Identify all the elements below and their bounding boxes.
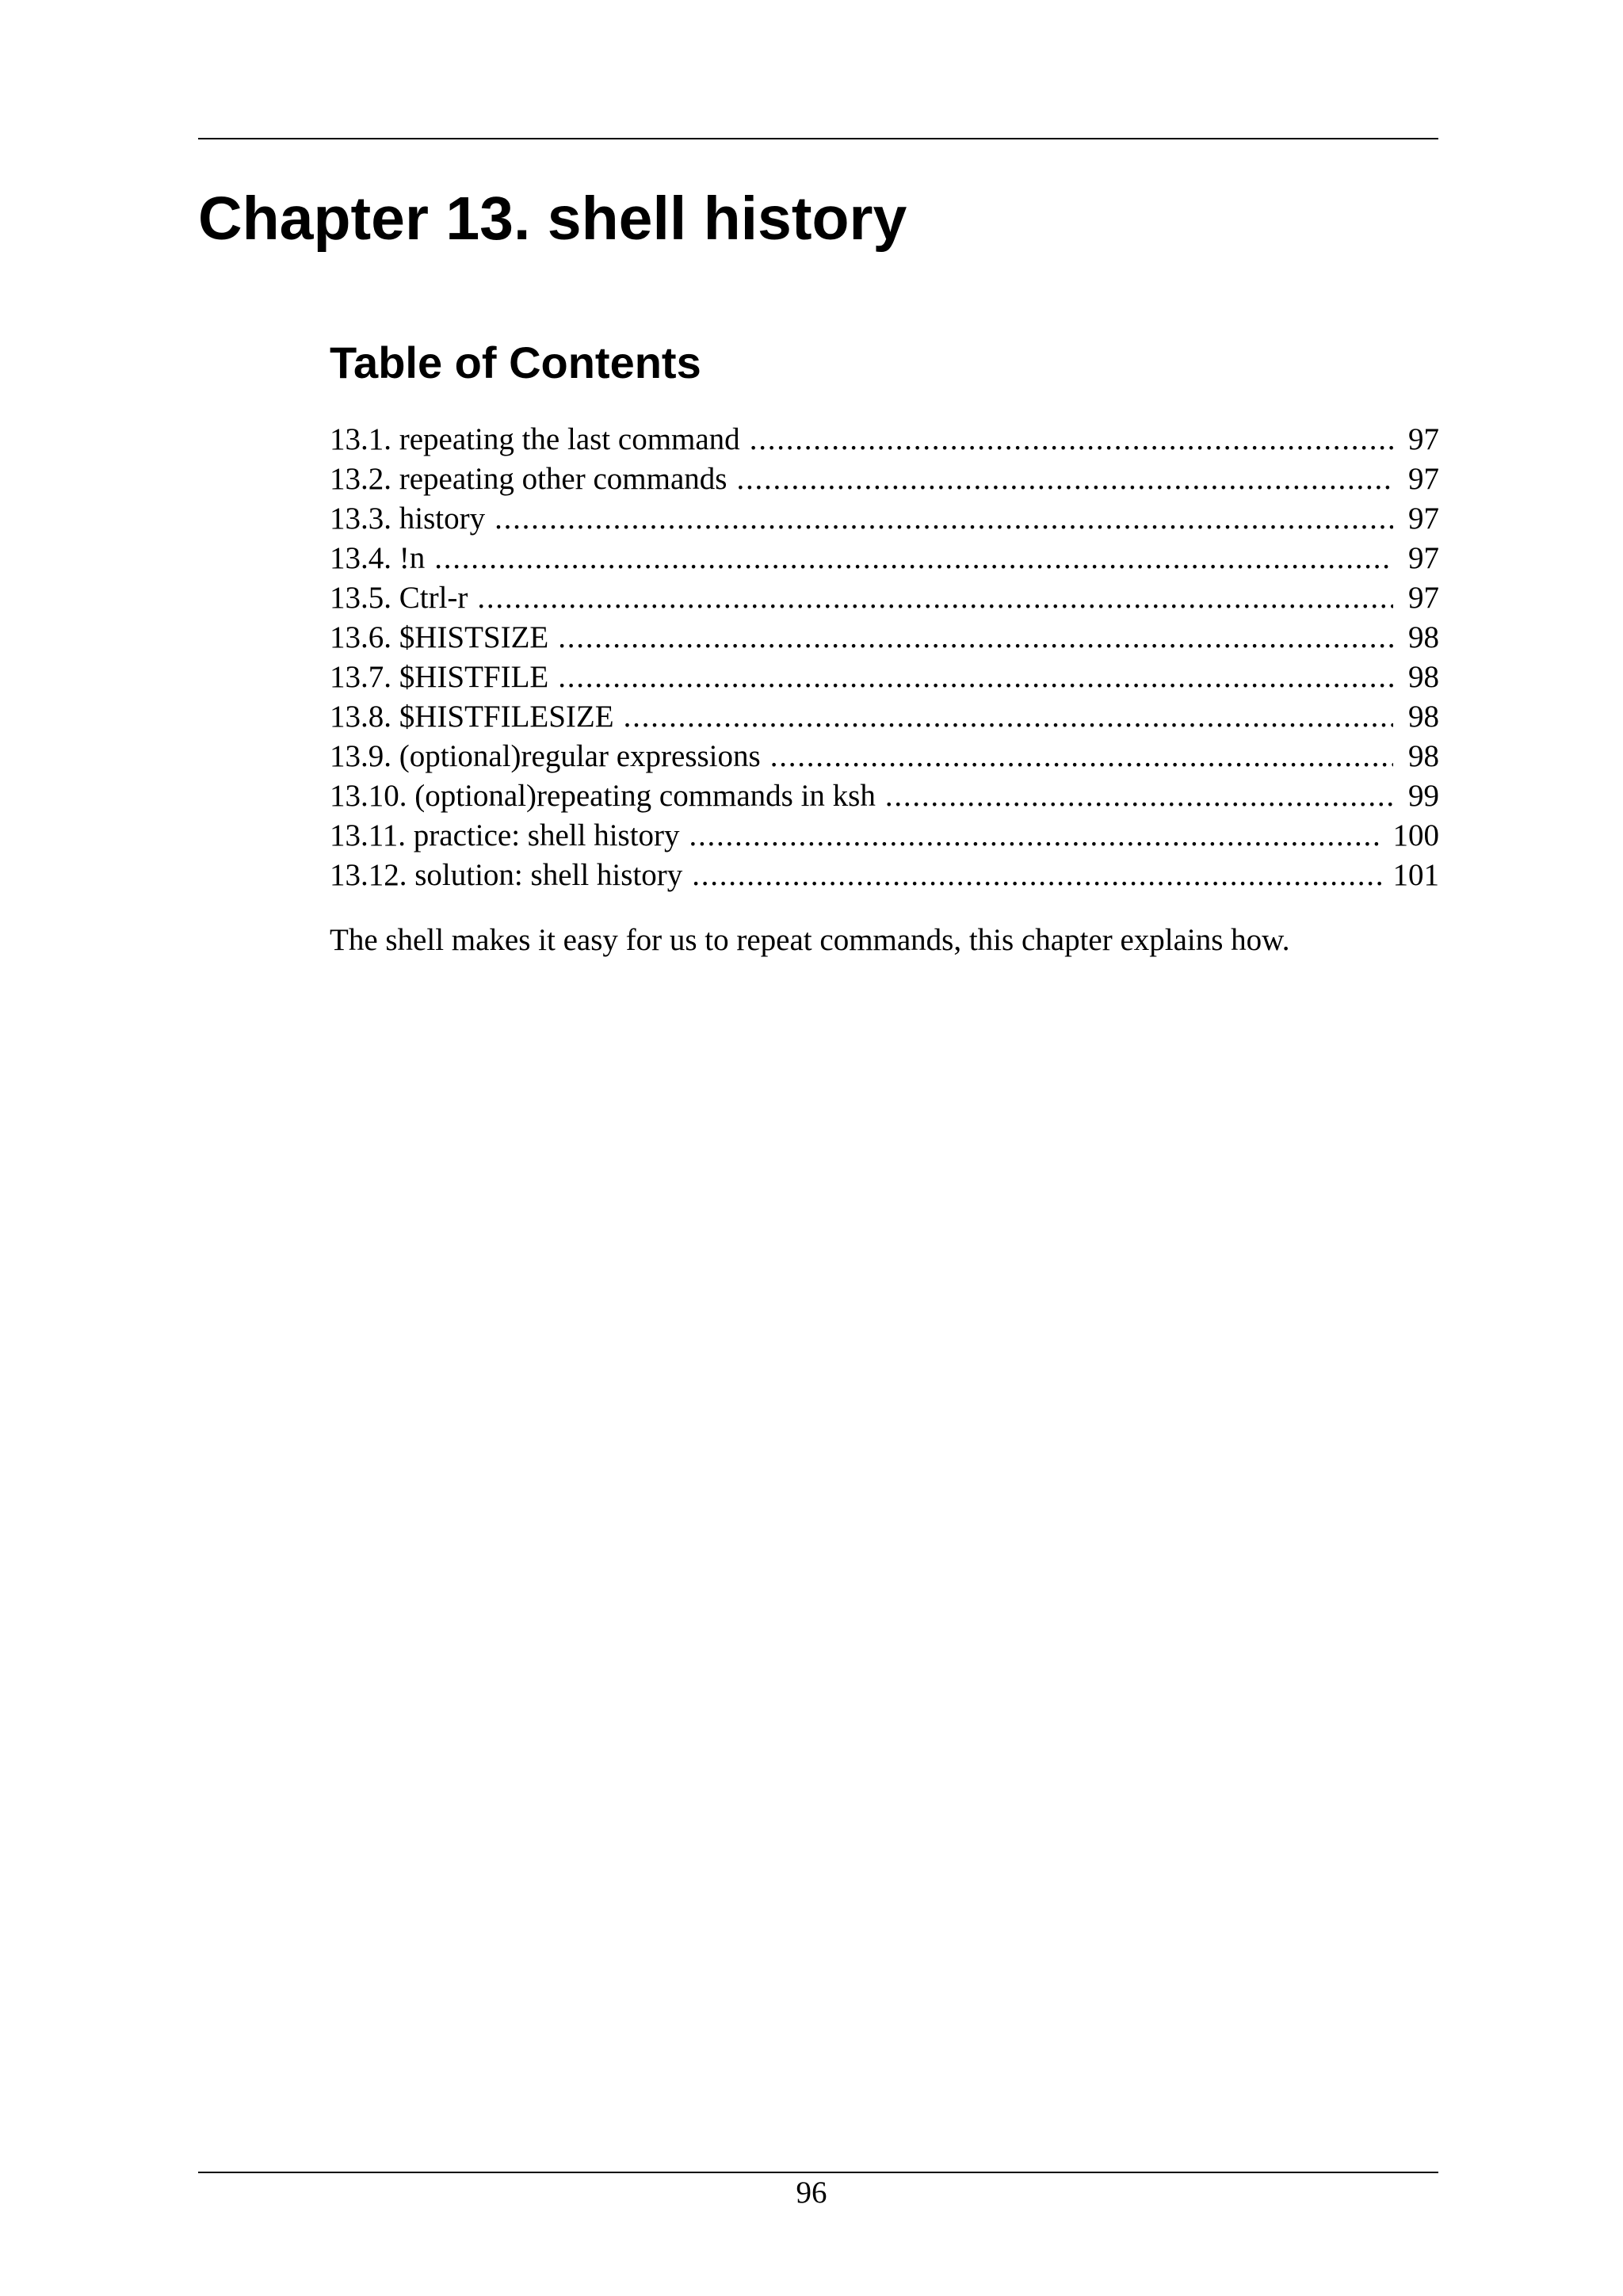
toc-entry-label[interactable]: 13.6. $HISTSIZE xyxy=(330,620,549,654)
chapter-title: Chapter 13. shell history xyxy=(198,185,907,253)
toc-entry-13-12[interactable] xyxy=(330,856,1439,895)
toc-entry-label[interactable]: 13.3. history xyxy=(330,502,486,536)
page-number: 96 xyxy=(796,2176,827,2210)
toc-entry-13-9[interactable] xyxy=(330,737,1439,776)
toc-entry-13-1[interactable] xyxy=(330,420,1439,460)
toc-entry-13-8[interactable] xyxy=(330,697,1439,737)
toc-entry-label[interactable]: 13.10. (optional)repeating commands in ksh xyxy=(330,779,876,813)
toc-leader-dots xyxy=(885,776,1393,816)
toc-entry-page[interactable]: 100 xyxy=(1392,818,1439,852)
toc-entry-page[interactable]: 98 xyxy=(1408,620,1439,654)
toc-heading: Table of Contents xyxy=(330,338,701,387)
toc-leader-dots xyxy=(477,578,1393,618)
toc-leader-dots xyxy=(689,816,1382,856)
toc-entry-label[interactable]: 13.1. repeating the last command xyxy=(330,422,740,456)
toc-entry-13-7[interactable] xyxy=(330,658,1439,697)
toc-entry-13-3[interactable] xyxy=(330,499,1439,539)
intro-paragraph: The shell makes it easy for us to repeat commands, this chapter explains how. xyxy=(330,923,1290,957)
toc-entry-13-11[interactable] xyxy=(330,816,1439,856)
toc-entry-13-2[interactable] xyxy=(330,460,1439,499)
toc-entry-page[interactable]: 97 xyxy=(1408,422,1439,456)
toc-entry-13-5[interactable] xyxy=(330,578,1439,618)
toc-entry-13-6[interactable] xyxy=(330,618,1439,658)
toc-entry-label[interactable]: 13.5. Ctrl-r xyxy=(330,581,468,615)
toc-entry-13-10[interactable] xyxy=(330,776,1439,816)
toc-leader-dots xyxy=(558,618,1393,658)
toc-entry-label[interactable]: 13.12. solution: shell history xyxy=(330,858,683,892)
toc-entry-page[interactable]: 97 xyxy=(1408,581,1439,615)
toc-leader-dots xyxy=(495,499,1393,539)
toc-leader-dots xyxy=(558,658,1393,697)
toc-leader-dots xyxy=(434,539,1393,578)
toc-leader-dots xyxy=(624,697,1393,737)
toc-entry-label[interactable]: 13.7. $HISTFILE xyxy=(330,660,549,694)
toc-entry-page[interactable]: 97 xyxy=(1408,541,1439,575)
footer-rule xyxy=(198,2172,1438,2173)
toc-entry-page[interactable]: 99 xyxy=(1408,779,1439,813)
toc-leader-dots xyxy=(692,856,1381,895)
toc-entry-label[interactable]: 13.8. $HISTFILESIZE xyxy=(330,700,614,734)
toc-entry-label[interactable]: 13.4. !n xyxy=(330,541,426,575)
header-rule xyxy=(198,138,1438,139)
toc-entry-page[interactable]: 98 xyxy=(1408,739,1439,773)
toc-entry-page[interactable]: 97 xyxy=(1408,462,1439,496)
toc-leader-dots xyxy=(750,420,1393,460)
toc-leader-dots xyxy=(736,460,1393,499)
toc-list xyxy=(330,420,1439,895)
toc-leader-dots xyxy=(770,737,1393,776)
toc-entry-label[interactable]: 13.11. practice: shell history xyxy=(330,818,680,852)
toc-entry-page[interactable]: 101 xyxy=(1392,858,1439,892)
toc-entry-label[interactable]: 13.9. (optional)regular expressions xyxy=(330,739,761,773)
toc-entry-page[interactable]: 97 xyxy=(1408,502,1439,536)
toc-entry-page[interactable]: 98 xyxy=(1408,660,1439,694)
toc-entry-13-4[interactable] xyxy=(330,539,1439,578)
toc-entry-label[interactable]: 13.2. repeating other commands xyxy=(330,462,727,496)
toc-entry-page[interactable]: 98 xyxy=(1408,700,1439,734)
